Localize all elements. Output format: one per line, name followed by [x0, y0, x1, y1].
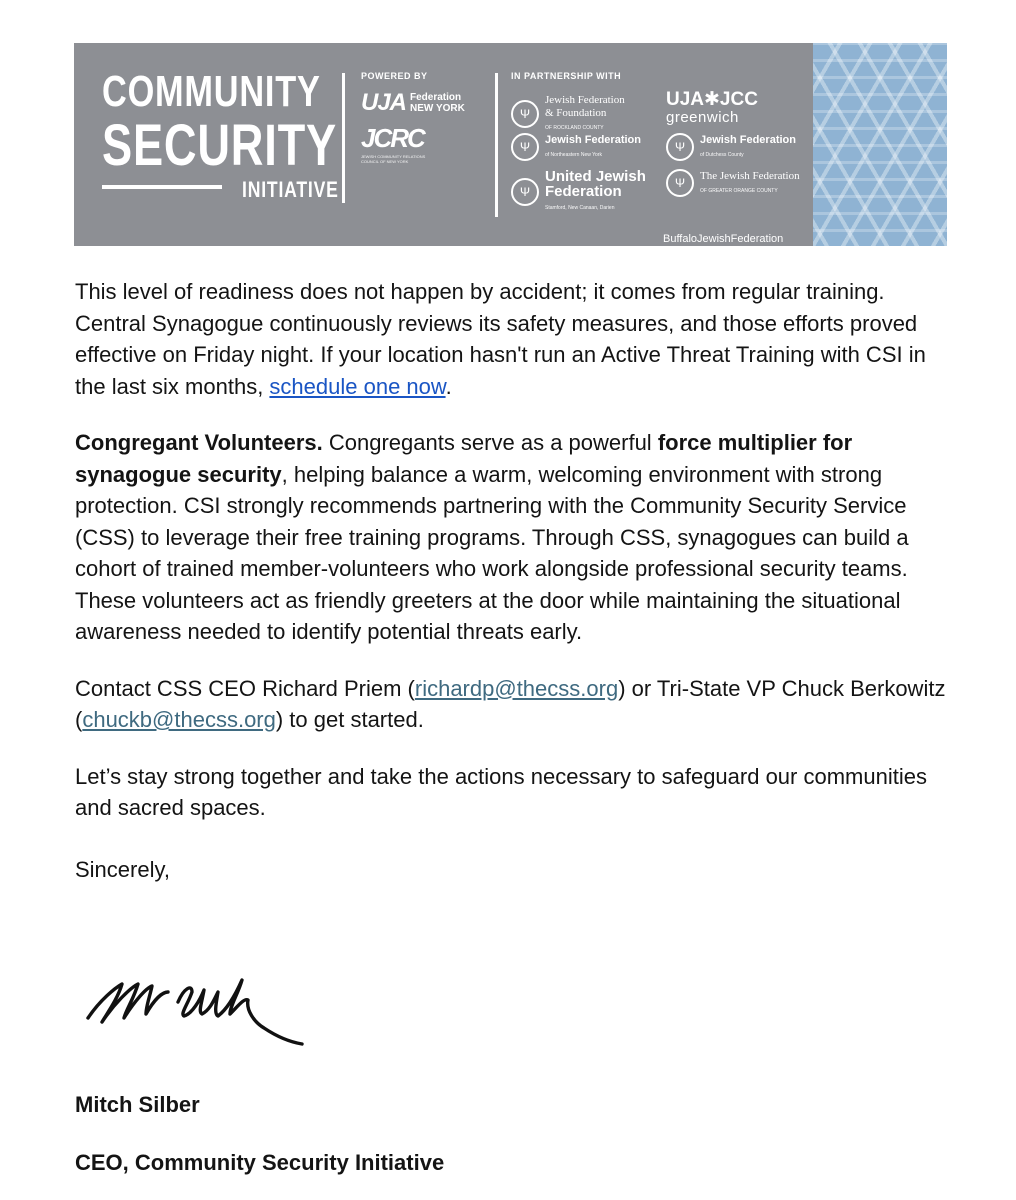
powered-by-label: POWERED BY	[361, 71, 428, 81]
signer-title: CEO, Community Security Initiative	[75, 1150, 445, 1175]
star-pattern-decoration	[813, 43, 947, 246]
menorah-icon: Ψ	[511, 133, 539, 161]
csi-logo-line1: COMMUNITY	[102, 67, 321, 116]
uja-federation-logo	[361, 89, 465, 117]
paragraph-volunteers: Congregant Volunteers. Congregants serve as a powerful force multiplier for synagogue security, helping balance a warm, welcoming environment with strong protection. CSI strongly recommends partnering with the Community Security Service (CSS) to leverage their free training programs. Through CSS, synagogues can build a cohort of trained member-volunteers who work alongside professional security teams. These volunteers act as friendly greeters at the door while maintaining the situational awareness needed to identify potential threats early.	[75, 430, 909, 644]
powered-by-block	[361, 71, 465, 164]
email-link-richardp[interactable]: richardp@thecss.org	[414, 675, 619, 701]
letter-body	[75, 276, 955, 885]
banner-divider	[342, 73, 345, 203]
handwritten-signature	[80, 970, 320, 1060]
csi-logo-rule	[102, 185, 222, 189]
banner-divider	[495, 73, 498, 217]
partnership-label: IN PARTNERSHIP WITH	[511, 71, 622, 81]
closing-salutation: Sincerely,	[75, 856, 170, 882]
paragraph-heading: Congregant Volunteers.	[75, 430, 323, 455]
jcrc-logo: JCRC	[361, 123, 424, 153]
paragraph-training: This level of readiness does not happen by accident; it comes from regular training. Central Synagogue continuously reviews its safety measures, and those efforts proved effective on Friday night. If your location hasn't run an Active Threat Training with CSI in the last six months, schedule one now.	[75, 279, 926, 399]
paragraph-contact: Contact CSS CEO Richard Priem (richardp@thecss.org) or Tri-State VP Chuck Berkowitz (chuckb@thecss.org) to get started.	[75, 675, 946, 732]
menorah-icon: Ψ	[511, 100, 539, 128]
menorah-icon: Ψ	[511, 178, 539, 206]
email-link-chuckb[interactable]: chuckb@thecss.org	[82, 707, 276, 732]
partner-logo-rockland: Ψ Jewish Federation & Foundation OF ROCKLAND COUNTY	[511, 93, 625, 134]
csi-logo-line2: SECURITY	[102, 113, 337, 178]
header-banner	[74, 43, 947, 246]
partner-logo-northeastern-ny: Ψ Jewish Federation of Northeastern New York	[511, 133, 641, 161]
uja-logo-mark: UJA	[361, 89, 407, 116]
partners-block	[511, 71, 811, 245]
csi-logo	[102, 67, 339, 202]
partner-logo-orange-county: Ψ The Jewish Federation OF GREATER ORANGE COUNTY	[666, 169, 800, 197]
buffalo-federation-logo: BuffaloJewishFederation	[663, 233, 784, 245]
menorah-icon: Ψ	[666, 133, 694, 161]
menorah-icon: Ψ	[666, 169, 694, 197]
uja-jcc-greenwich-logo: UJA✱JCC greenwich	[666, 89, 758, 126]
csi-logo-line3: INITIATIVE	[242, 177, 339, 202]
uja-logo-line2: NEW YORK	[410, 103, 465, 114]
signer-name: Mitch Silber	[75, 1092, 200, 1117]
partner-logo-dutchess: Ψ Jewish Federation of Dutchess County	[666, 133, 796, 161]
uja-logo-line1: Federation	[410, 92, 462, 103]
paragraph-closing: Let’s stay strong together and take the actions necessary to safeguard our communities and sacred spaces.	[75, 763, 927, 820]
jcrc-logo-subtitle: JEWISH COMMUNITY RELATIONS COUNCIL OF NEW YORK	[361, 154, 426, 164]
schedule-training-link[interactable]: schedule one now	[269, 373, 446, 399]
partner-logo-united-jewish-federation: Ψ United Jewish Federation Stamford, New Canaan, Darien	[511, 169, 646, 214]
